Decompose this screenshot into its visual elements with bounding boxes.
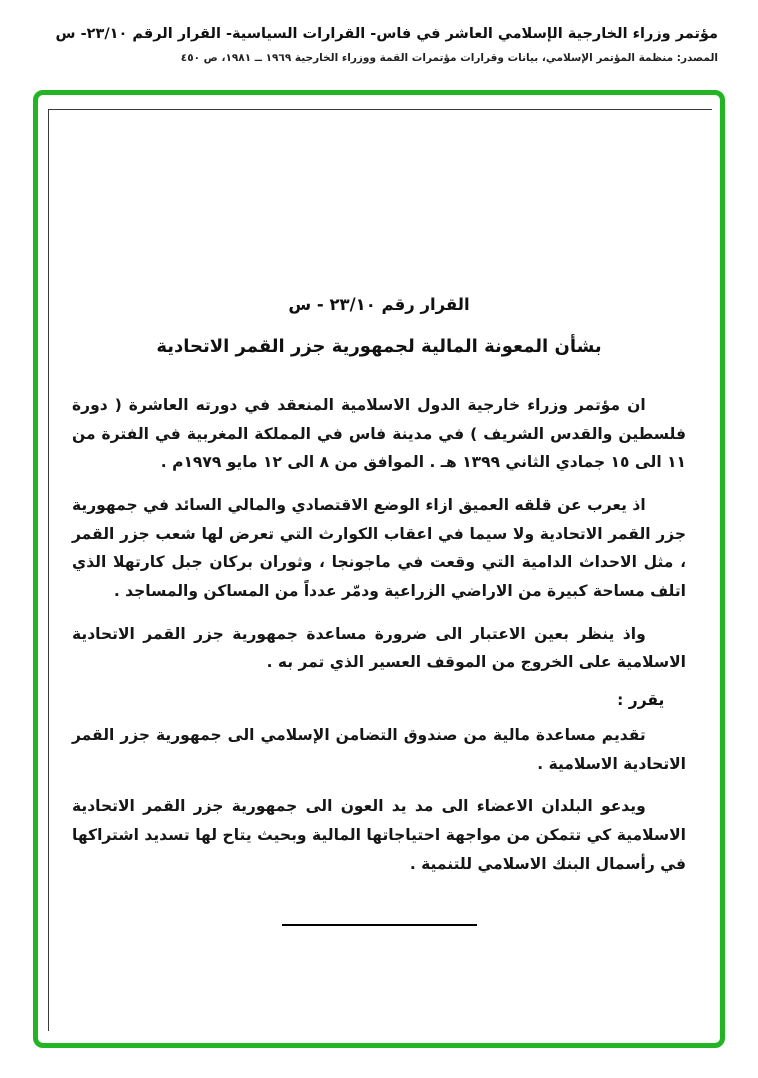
document-body [38,95,720,926]
paragraph-decision-member-states: ويدعو البلدان الاعضاء الى مد يد العون الى جمهورية جزر القمر الاتحادية الاسلامية كي تتمكن من مواجهة احتياجاتها المالية وبحيث يتاح لها تسديد اشتراكها في رأسمال البنك الاسلامي للتنمية . [72,797,686,873]
decision-label: يقرر : [617,691,665,710]
paragraph-consideration: واذ ينظر بعين الاعتبار الى ضرورة مساعدة جمهورية جزر القمر الاتحادية الاسلامية على الخروج من الموقف العسير الذي تمر به . [72,624,686,672]
paragraph-concern: اذ يعرب عن قلقه العميق ازاء الوضع الاقتصادي والمالي السائد في جمهورية جزر القمر الاتحادية ولا سيما في اعقاب الكوارث التي تعرض لها شعب جزر القمر ، مثل الاحداث الدامية التي وقعت في ماجونجا ، وثوران بركان جبل كارتهلا الذي اتلف مساحة كبيرة من الاراضي الزراعية ودمّر عدداً من المساكن والمساجد . [72,496,686,601]
resolution-subject-title: بشأن المعونة المالية لجمهورية جزر القمر الاتحادية [156,336,602,357]
end-separator-line [282,924,477,926]
header-citation-line: مؤتمر وزراء الخارجية الإسلامي العاشر في فاس- القرارات السياسية- القرار الرقم ٢٣/١٠- س [55,26,718,42]
green-border-frame [33,90,725,1048]
paragraph-decision-aid: تقديم مساعدة مالية من صندوق التضامن الإسلامي الى جمهورية جزر القمر الاتحادية الاسلامية . [72,726,686,773]
document-header [0,0,758,66]
header-source-line: المصدر: منظمة المؤتمر الإسلامي، بيانات وقرارات مؤتمرات القمة ووزراء الخارجية ١٩٦٩ ــ ١٩٨١، ص ٤٥٠ [180,52,718,65]
resolution-number-title: القرار رقم ٢٣/١٠ - س [288,295,470,314]
paragraph-preamble-session: ان مؤتمر وزراء خارجية الدول الاسلامية المنعقد في دورته العاشرة ( دورة فلسطين والقدس الشريف ) في مدينة فاس في المملكة المغربية في الفترة من ١١ الى ١٥ جمادي الثاني ١٣٩٩ هـ . الموافق من ٨ الى ١٢ مايو ١٩٧٩م . [72,396,686,472]
